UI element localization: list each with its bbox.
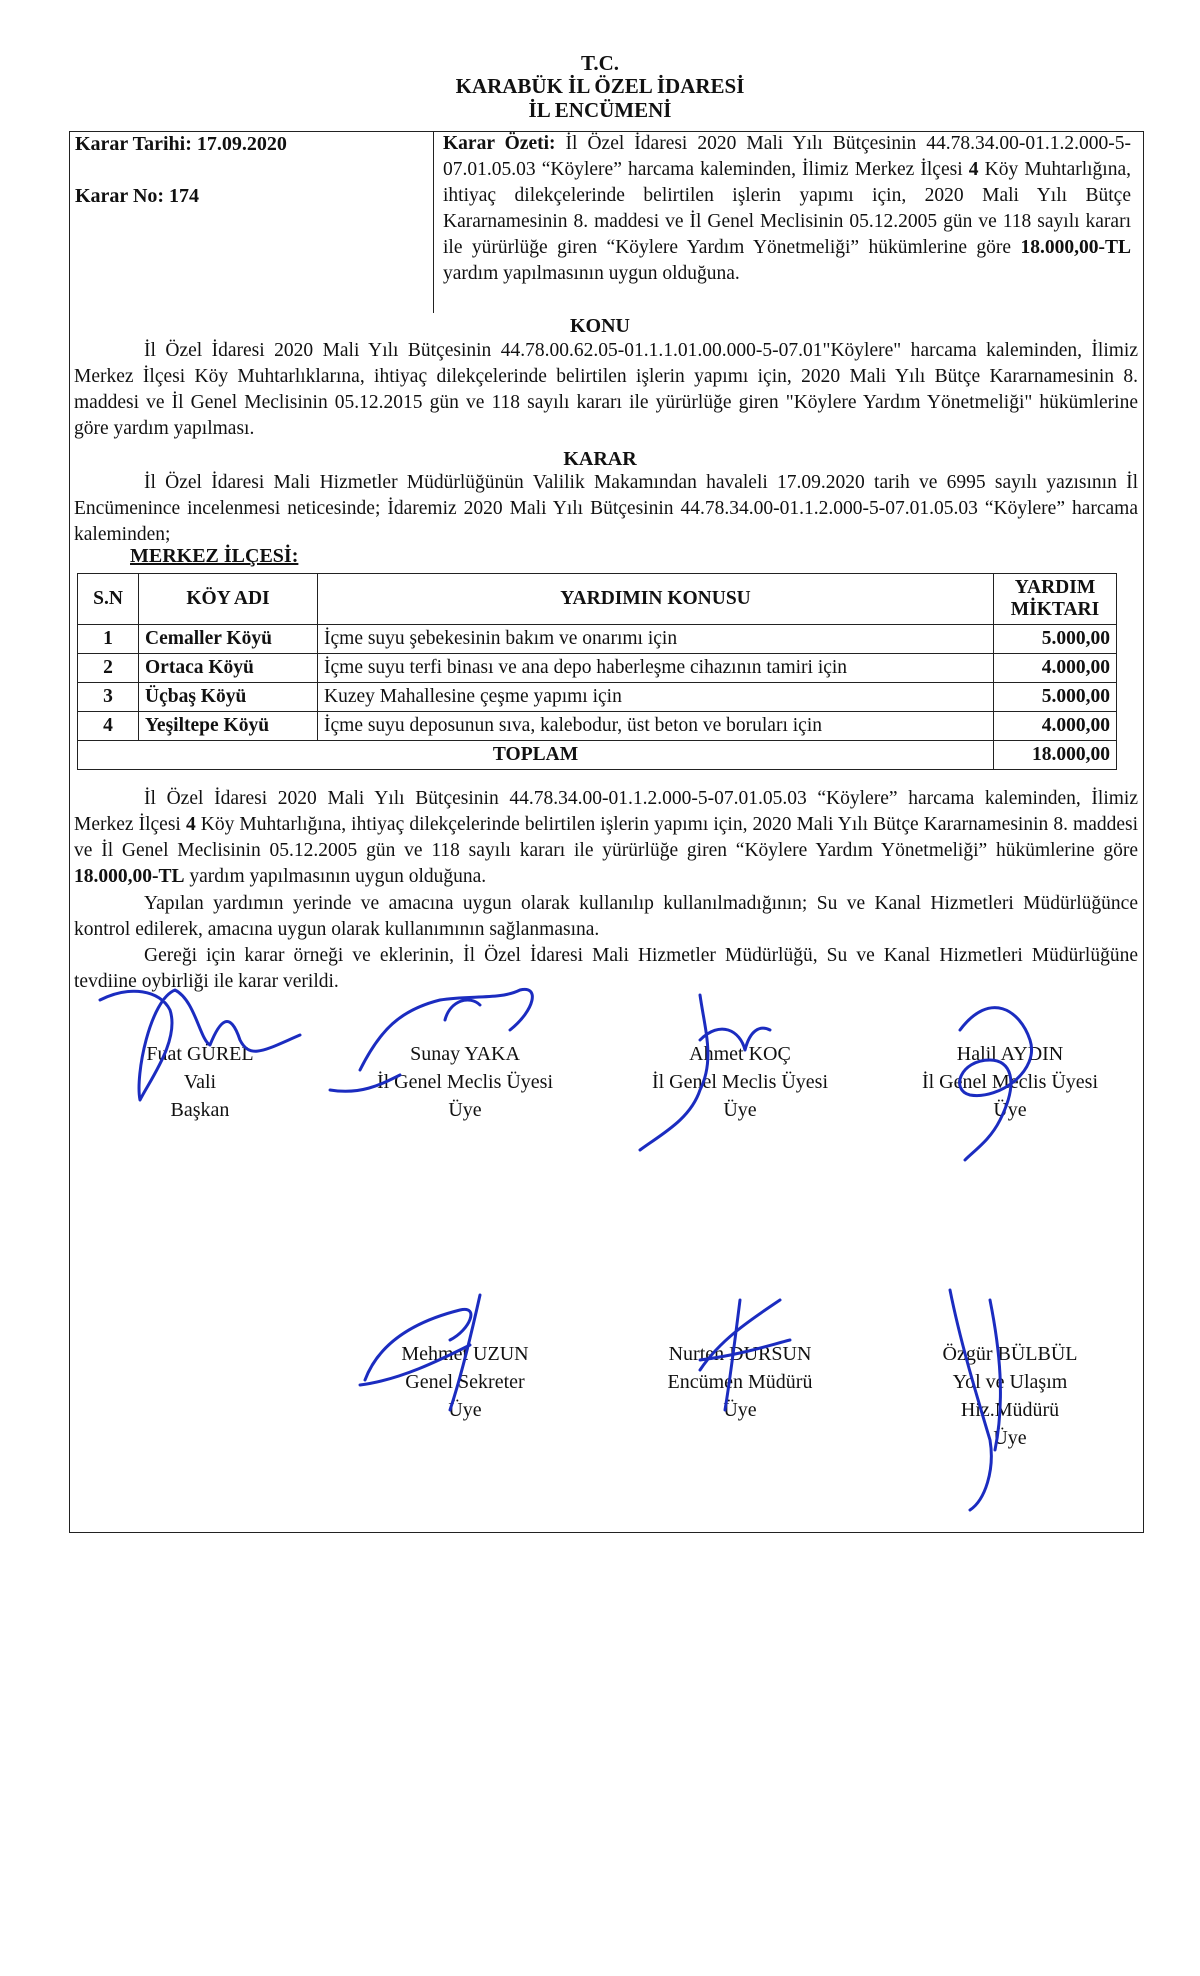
- signer-name: Ahmet KOÇ: [689, 1043, 791, 1065]
- signer-title: Genel Sekreter: [405, 1371, 525, 1393]
- signer-name: Fuat GÜREL: [146, 1043, 254, 1065]
- cell-sn: 4: [78, 712, 139, 741]
- summary-amount: 18.000,00-TL: [1020, 237, 1132, 258]
- signer-title: Vali: [183, 1071, 217, 1093]
- signer-title-2: Hiz.Müdürü: [960, 1399, 1060, 1421]
- cell-subject: İçme suyu şebekesinin bakım ve onarımı için: [318, 625, 994, 654]
- closing-number: 4: [185, 814, 196, 835]
- closing-text-1b: Köy Muhtarlığına, ihtiyaç dilekçelerinde belirtilen işlerin yapımı için, 2020 Mali Yılı Bütçe Kararnamesinin 8. maddesi ve İl Genel Meclisinin 05.12.2005 gün ve 118 sayılı kararı ile yürürlüğe giren “Köylere Yardım Yönetmeliği” hükümlerine göre: [74, 814, 1139, 861]
- signer-role: Üye: [993, 1427, 1027, 1449]
- cell-amount: 5.000,00: [994, 683, 1117, 712]
- cell-subject: İçme suyu terfi binası ve ana depo haberleşme cihazının tamiri için: [318, 654, 994, 683]
- summary-text: İl Özel İdaresi 2020 Mali Yılı Bütçesinin 44.78.34.00-01.1.2.000-5-07.01.05.03 “Köylere” harcama kaleminden, İlimiz Merkez İlçesi: [443, 133, 1131, 180]
- cell-amount: 4.000,00: [994, 654, 1117, 683]
- summary-text-2: Köy Muhtarlığına, ihtiyaç dilekçelerinde belirtilen işlerin yapımı için, 2020 Mali Yılı Bütçe Kararnamesinin 8. maddesi ve İl Genel Meclisinin 05.12.2005 gün ve 118 sayılı kararı ile yürürlüğe giren “Köylere Yardım Yönetmeliği” hükümlerine göre: [443, 159, 1132, 258]
- closing-text-1c: yardım yapılmasının uygun olduğuna.: [189, 866, 487, 887]
- signer-title: İl Genel Meclis Üyesi: [921, 1071, 1099, 1093]
- header-council: İL ENCÜMENİ: [528, 98, 672, 122]
- summary-number: 4: [968, 159, 979, 180]
- signer-title: Yol ve Ulaşım: [952, 1371, 1068, 1393]
- closing-amount: 18.000,00-TL: [74, 866, 185, 887]
- summary-label: Karar Özeti:: [443, 133, 556, 154]
- signer-name: Özgür BÜLBÜL: [942, 1343, 1078, 1365]
- signature-mark: [100, 990, 300, 1100]
- closing-text-2: Yapılan yardımın yerinde ve amacına uygun olarak kullanılıp kullanılmadığının; Su ve Kanal Hizmetleri Müdürlüğünce kontrol edilerek, amacına uygun olarak kullanımının sağlanmasına.: [74, 893, 1138, 940]
- signer-role: Üye: [723, 1099, 757, 1121]
- closing-text-3: Gereği için karar örneği ve eklerinin, İl Özel İdaresi Mali Hizmetler Müdürlüğü, Su ve Kanal Hizmetleri Müdürlüğüne tevdiine oybirliği ile karar verildi.: [74, 945, 1138, 992]
- col-header-amount: YARDIM MİKTARI: [994, 574, 1117, 625]
- header-institution: KARABÜK İL ÖZEL İDARESİ: [455, 74, 745, 98]
- signer-name: Halil AYDIN: [956, 1043, 1064, 1065]
- header-tc: T.C.: [580, 51, 620, 75]
- total-value: 18.000,00: [994, 741, 1117, 770]
- cell-sn: 2: [78, 654, 139, 683]
- cell-sn: 1: [78, 625, 139, 654]
- signer-name: Nurten DURSUN: [668, 1343, 812, 1365]
- signer-role: Başkan: [170, 1099, 230, 1121]
- karar-title: KARAR: [563, 448, 637, 470]
- cell-subject: İçme suyu deposunun sıva, kalebodur, üst beton ve boruları için: [318, 712, 994, 741]
- col-header-village: KÖY ADI: [139, 574, 318, 625]
- cell-amount: 5.000,00: [994, 625, 1117, 654]
- signer-title: İl Genel Meclis Üyesi: [651, 1071, 829, 1093]
- signature-mark: [330, 989, 532, 1091]
- signer-role: Üye: [448, 1399, 482, 1421]
- cell-sn: 3: [78, 683, 139, 712]
- cell-amount: 4.000,00: [994, 712, 1117, 741]
- signer-title: Encümen Müdürü: [667, 1371, 813, 1393]
- col-header-sn: S.N: [78, 574, 139, 625]
- signer-title: İl Genel Meclis Üyesi: [376, 1071, 554, 1093]
- konu-text: İl Özel İdaresi 2020 Mali Yılı Bütçesinin 44.78.00.62.05-01.1.1.01.00.000-5-07.01"Köylere" harcama kaleminden, İlimiz Merkez İlçesi Köy Muhtarlıklarına, ihtiyaç dilekçelerinde belirtilen işlerin yapımı için, 2020 Mali Yılı Bütçe Kararnamesinin 8. maddesi ve İl Genel Meclisinin 05.12.2015 gün ve 118 sayılı kararı ile yürürlüğe giren "Köylere Yardım Yönetmeliği" hükümlerine göre yardım yapılması.: [74, 340, 1138, 439]
- signature-mark: [950, 1290, 1000, 1510]
- signer-role: Üye: [723, 1399, 757, 1421]
- summary-text-3: yardım yapılmasının uygun olduğuna.: [443, 263, 740, 284]
- closing-text-1a: İl Özel İdaresi 2020 Mali Yılı Bütçesinin 44.78.34.00-01.1.2.000-5-07.01.05.03 “Köylere” harcama kaleminden, İlimiz Merkez İlçesi: [74, 788, 1138, 835]
- signer-name: Mehmet UZUN: [401, 1343, 529, 1365]
- cell-village: Ortaca Köyü: [139, 654, 318, 683]
- signer-name: Sunay YAKA: [410, 1043, 520, 1065]
- signature-mark: [700, 1300, 790, 1410]
- cell-village: Cemaller Köyü: [139, 625, 318, 654]
- district-subtitle: MERKEZ İLÇESİ:: [130, 545, 299, 567]
- karar-text: İl Özel İdaresi Mali Hizmetler Müdürlüğünün Valilik Makamından havaleli 17.09.2020 tarih ve 6995 sayılı yazısının İl Encümenince incelenmesi neticesinde; İdaremiz 2020 Mali Yılı Bütçesinin 44.78.34.00-01.1.2.000-5-07.01.05.03 “Köylere” harcama kaleminden;: [74, 472, 1138, 545]
- konu-title: KONU: [570, 315, 630, 337]
- signature-mark: [360, 1295, 480, 1410]
- signature-mark: [640, 995, 770, 1150]
- cell-village: Üçbaş Köyü: [139, 683, 318, 712]
- cell-subject: Kuzey Mahallesine çeşme yapımı için: [318, 683, 994, 712]
- col-header-subject: YARDIMIN KONUSU: [318, 574, 994, 625]
- decision-date: Karar Tarihi: 17.09.2020: [75, 133, 287, 155]
- decision-number: Karar No: 174: [75, 185, 200, 207]
- signer-role: Üye: [448, 1099, 482, 1121]
- signature-mark: [960, 1008, 1032, 1160]
- cell-village: Yeşiltepe Köyü: [139, 712, 318, 741]
- signer-role: Üye: [993, 1099, 1027, 1121]
- total-label: TOPLAM: [78, 741, 994, 770]
